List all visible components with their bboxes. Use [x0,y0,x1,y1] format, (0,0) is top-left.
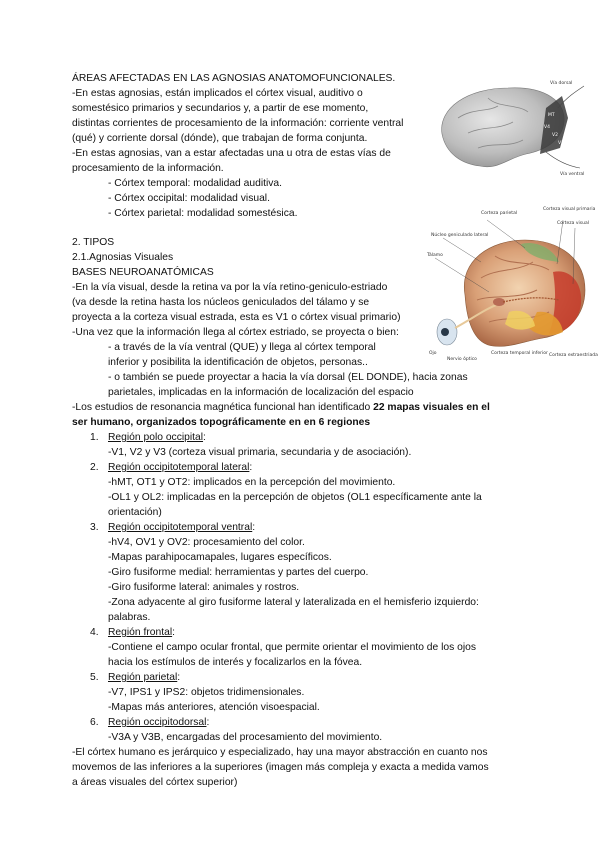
region-item: -Zona adyacente al giro fusiforme lateral y lateralizada en el hemisferio izquierdo: [108,597,479,608]
intro-line: -En estas agnosias, van a estar afectadas una u otra de estas vías de [72,148,391,159]
colon: : [177,672,181,683]
region-title [108,461,252,476]
region-title-text: Región occipitodorsal [108,717,207,728]
region-title [108,626,175,641]
area-label: V2 [552,133,558,138]
region-item: orientación) [108,507,162,518]
eye-label: Ojo [429,351,437,356]
inferior-temporal-label: Corteza temporal inferior [491,351,548,356]
region-title [108,716,209,731]
primary-visual-label: Corteza visual primaria [543,207,596,212]
intro-line: (qué) y corriente dorsal (dónde), que trabajan de forma conjunta. [72,133,368,144]
via-item: inferior y posibilita la identificación de objetos, personas.. [108,357,368,368]
doc-heading: ÁREAS AFECTADAS EN LAS AGNOSIAS ANATOMOFUNCIONALES. [72,73,396,84]
conclusion-line: -El córtex humano es jerárquico y especializado, hay una mayor abstracción en cuanto nos [72,747,488,758]
studies-line [72,401,490,416]
region-item: -V7, IPS1 y IPS2: objetos tridimensionales. [108,687,305,698]
region-num: 4. [90,627,99,638]
via-item: - o también se puede proyectar a hacia la vía dorsal (EL DONDE), hacia zonas [108,372,468,383]
subsection-title: 2.1.Agnosias Visuales [72,252,174,263]
intro-line: procesamiento de la información. [72,163,224,174]
visual-cortex-anatomy-figure [425,200,598,372]
region-item: -Giro fusiforme lateral: animales y rostros. [108,582,300,593]
region-title [108,671,180,686]
region-item: -Mapas parahipocamapales, lugares específicos. [108,552,332,563]
region-title [108,521,255,536]
colon: : [172,627,175,638]
bases-line: (va desde la retina hasta los núcleos geniculados del tálamo y se [72,297,370,308]
region-item: -OL1 y OL2: implicadas en la percepción de objetos (OL1 específicamente ante la [108,492,482,503]
intro-line: distintas corrientes de procesamiento de la información: corriente ventral [72,118,404,129]
intro-line: somestésico primarios y secundarios y, a partir de ese momento, [72,103,369,114]
colon: : [249,462,253,473]
intro-line: -En estas agnosias, están implicados el córtex visual, auditivo o [72,88,363,99]
region-title [108,431,206,446]
cortex-list-item: - Córtex parietal: modalidad somestésica. [108,208,298,219]
visual-cortex-label: Corteza visual [557,221,589,226]
cortex-list-item: - Córtex temporal: modalidad auditiva. [108,178,282,189]
region-item: -hV4, OV1 y OV2: procesamiento del color. [108,537,305,548]
region-item: palabras. [108,612,151,623]
bases-line: proyecta a la corteza visual estrada, esta es V1 o córtex visual primario) [72,312,401,323]
colon: : [252,522,256,533]
bases-title: BASES NEUROANATÓMICAS [72,267,214,278]
conclusion-line: movemos de las inferiores a la superiores (imagen más compleja y exacta a medida vamos [72,762,489,773]
conclusion-line: a áreas visuales del córtex superior) [72,777,238,788]
region-num: 6. [90,717,99,728]
area-label: V1 [558,141,564,146]
region-item: -Contiene el campo ocular frontal, que permite orientar el movimiento de los ojos [108,642,477,653]
dorsal-label: Vía dorsal [550,81,573,86]
geniculate-label: Núcleo geniculado lateral [431,233,489,238]
section-title: 2. TIPOS [72,237,115,248]
studies-text: -Los estudios de resonancia magnética funcional han identificado [72,402,374,413]
region-title-text: Región parietal [108,672,178,683]
colon: : [203,432,206,443]
studies-bold: 22 mapas visuales en el [373,402,490,413]
region-title-text: Región polo occipital [108,432,204,443]
bases-line: -Una vez que la información llega al córtex estriado, se proyecta o bien: [72,327,399,338]
region-item: -V3A y V3B, encargadas del procesamiento del movimiento. [108,732,383,743]
bases-line: -En la vía visual, desde la retina va por la vía retino-geniculo-estriado [72,282,388,293]
region-num: 2. [90,462,99,473]
thalamus-label: Tálamo [427,253,443,258]
ventral-label: Vía ventral [560,172,585,177]
region-item: -Giro fusiforme medial: herramientas y partes del cuerpo. [108,567,369,578]
region-num: 3. [90,522,99,533]
cortex-list-item: - Córtex occipital: modalidad visual. [108,193,270,204]
region-title-text: Región frontal [108,627,173,638]
colon: : [206,717,210,728]
parietal-label: Corteza parietal [481,211,518,216]
extrastriate-label: Corteza extraestriada [549,353,598,358]
region-num: 5. [90,672,99,683]
region-title-text: Región occipitotemporal lateral [108,462,250,473]
visual-pathways-figure [428,78,588,180]
via-item: - a través de la vía ventral (QUE) y llega al córtex temporal [108,342,376,353]
region-item: hacia los estímulos de interés y focalizarlos en la fóvea. [108,657,363,668]
region-num: 1. [90,432,99,443]
via-item: parietales, implicadas en la información de localización del espacio [108,387,414,398]
region-item: -V1, V2 y V3 (corteza visual primaria, secundaria y de asociación). [108,447,412,458]
area-label: MT [548,113,555,118]
region-item: -Mapas más anteriores, atención visoespacial. [108,702,320,713]
region-title-text: Región occipitotemporal ventral [108,522,253,533]
optic-nerve-label: Nervio óptico [447,357,477,362]
studies-line-bold: ser humano, organizados topográficamente en en 6 regiones [72,417,371,428]
area-label: V4 [544,125,550,130]
region-item: -hMT, OT1 y OT2: implicados en la percepción del movimiento. [108,477,396,488]
